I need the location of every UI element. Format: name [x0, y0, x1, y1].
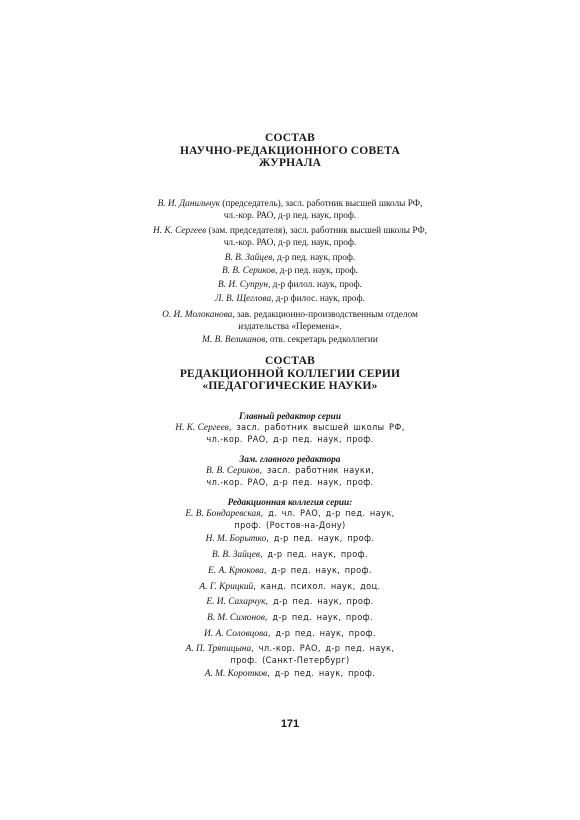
board-member — [0, 582, 580, 594]
member-credentials: , канд. психол. наук, доц. — [253, 582, 381, 592]
council-heading — [0, 132, 580, 170]
member-credentials: , засл. работник науки, — [259, 466, 374, 476]
council-member — [0, 253, 580, 265]
council-member — [0, 199, 580, 222]
page-number: 171 — [280, 718, 300, 730]
member-name: Е. В. Бондаревская — [185, 509, 261, 519]
board-members-label: Редакционная коллегия серии: — [227, 498, 353, 508]
member-credentials: , д. чл. РАО, д-р пед. наук, — [260, 509, 395, 519]
member-credentials: (зам. председателя), засл. работник высшей школы РФ, — [206, 226, 428, 236]
member-credentials: (председатель), засл. работник высшей школы РФ, — [219, 199, 423, 209]
member-credentials-cont: издательства «Перемена». — [238, 321, 342, 332]
member-name: В. В. Зайцев — [224, 253, 273, 263]
board-heading-line: «ПЕДАГОГИЧЕСКИЕ НАУКИ» — [202, 380, 378, 392]
member-name: В. В. Сериков — [222, 266, 276, 276]
member-credentials: , отв. секретарь редколлегии — [265, 335, 378, 345]
member-credentials: , д-р пед. наук, проф. — [267, 669, 376, 679]
member-name: И. А. Соловцова — [204, 629, 268, 639]
member-name: О. И. Молоканова — [162, 310, 233, 320]
member-credentials: , д-р филос. наук, проф. — [271, 294, 365, 304]
board-member — [0, 613, 580, 625]
council-member — [0, 294, 580, 306]
member-credentials: , д-р пед. наук, проф. — [275, 266, 358, 276]
member-credentials: , д-р пед. наук, проф. — [266, 534, 375, 544]
board-member — [0, 566, 580, 578]
board-heading — [0, 355, 580, 393]
member-name: В. И. Данильчук — [157, 199, 220, 209]
member-credentials: , д-р пед. наук, проф. — [264, 613, 374, 623]
chief-editor — [0, 423, 580, 446]
member-credentials: , д-р пед. наук, проф. — [259, 550, 369, 560]
member-name: Н. М. Борытко — [205, 534, 267, 544]
council-member — [0, 335, 580, 347]
board-member — [0, 534, 580, 546]
council-member — [0, 226, 580, 249]
member-credentials: , д-р пед. наук, проф. — [265, 597, 374, 607]
member-name: М. В. Великанов — [202, 335, 266, 345]
council-heading-line: ЖУРНАЛА — [258, 157, 322, 169]
board-member — [0, 550, 580, 562]
member-credentials-cont: чл.-кор. РАО, д-р пед. наук, проф. — [223, 237, 357, 248]
council-heading-line: НАУЧНО-РЕДАКЦИОННОГО СОВЕТА — [179, 144, 400, 157]
member-credentials-cont: чл.-кор. РАО, д-р пед. наук, проф. — [206, 434, 374, 445]
council-member — [0, 266, 580, 278]
member-credentials: , д-р филол. наук, проф. — [267, 280, 362, 290]
member-credentials: , д-р пед. наук, проф. — [263, 566, 372, 576]
deputy-editor — [0, 466, 580, 489]
board-member — [0, 509, 580, 532]
member-credentials-cont: проф. (Санкт-Петербург) — [230, 655, 350, 666]
member-name: В. В. Сериков — [206, 466, 260, 476]
board-heading-line: РЕДАКЦИОННОЙ КОЛЛЕГИИ СЕРИИ — [179, 367, 401, 380]
member-credentials-cont: чл.-кор. РАО, д-р пед. наук, проф. — [223, 210, 357, 221]
board-member — [0, 597, 580, 609]
council-member — [0, 280, 580, 292]
deputy-editor-label: Зам. главного редактора — [239, 455, 341, 465]
board-member — [0, 669, 580, 681]
member-credentials: , д-р пед. наук, проф. — [267, 629, 376, 639]
member-name: Н. К. Сергеев — [175, 423, 229, 433]
member-credentials: , засл. работник высшей школы РФ, — [228, 423, 405, 433]
member-name: Е. И. Сахарчук — [206, 597, 266, 607]
member-name: А. М. Коротков — [204, 669, 268, 679]
member-name: А. Г. Крицкий — [199, 582, 254, 592]
member-name: А. П. Тряпицына — [185, 644, 252, 654]
member-credentials: , чл.-кор. РАО, д-р пед. наук, — [251, 644, 395, 654]
chief-editor-label: Главный редактор серии — [238, 412, 342, 422]
board-heading-line: СОСТАВ — [265, 355, 315, 367]
member-name: В. И. Супрун — [218, 280, 268, 290]
member-name: Е. А. Крюкова — [208, 566, 264, 576]
council-member — [0, 310, 580, 333]
member-name: В. М. Симонов — [206, 613, 265, 623]
member-name: Л. В. Щеглова — [215, 294, 272, 304]
board-member — [0, 629, 580, 641]
member-credentials: , зав. редакционно-производственным отделом — [232, 310, 418, 320]
council-heading-line: СОСТАВ — [265, 132, 315, 144]
member-credentials: , д-р пед. наук, проф. — [272, 253, 356, 263]
member-credentials-cont: чл.-кор. РАО, д-р пед. наук, проф. — [206, 477, 374, 488]
member-name: Н. К. Сергеев — [152, 226, 207, 236]
member-credentials-cont: проф. (Ростов-на-Дону) — [234, 520, 346, 531]
board-member — [0, 644, 580, 667]
member-name: В. В. Зайцев — [211, 550, 260, 560]
